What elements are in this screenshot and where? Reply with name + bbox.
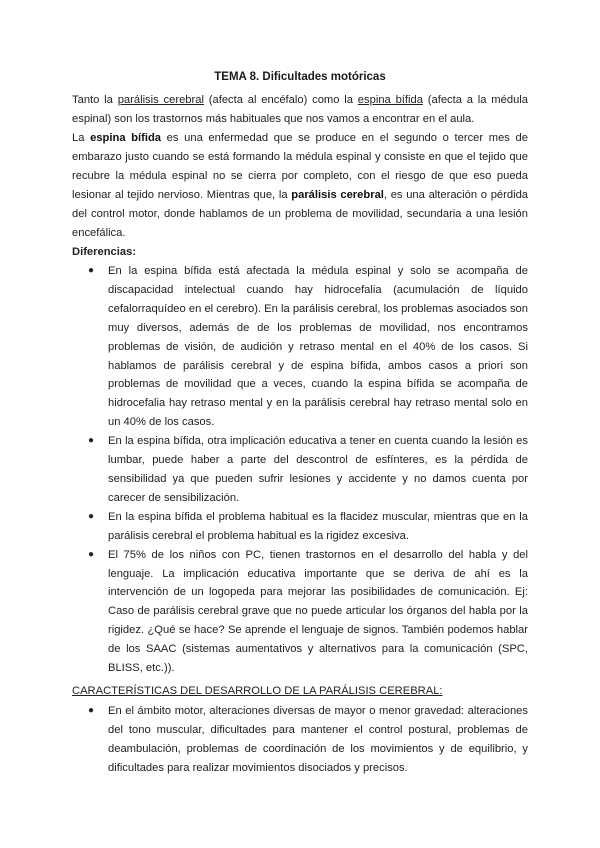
intro-link-espina: espina bífida [357, 94, 423, 106]
differences-item [72, 262, 528, 432]
differences-item-text: En la espina bífida el problema habitual es la flacidez muscular, mientras que en la parálisis cerebral el problema habitual es la rigidez excesiva. [108, 510, 528, 542]
intro-link-paralisis: parálisis cerebral [117, 94, 204, 106]
differences-heading: Diferencias: [72, 246, 137, 258]
definition-paragraph [72, 129, 528, 242]
definition-text-2: es una enfermedad que se produce en el segundo o tercer mes de embarazo justo cuando se está formando la médula espinal y consiste en que el tejido que recubre la médula espinal no se cierra por completo, con el riesgo de que eso pueda lesionar al tejido nervioso. Mientras que, la [72, 132, 528, 201]
differences-item [72, 508, 528, 546]
intro-text-2: (afecta al encéfalo) como la [203, 94, 358, 106]
bullet-icon: ● [88, 265, 95, 276]
definition-text-3: , es una alteración o pérdida del control motor, donde hablamos de un problema de movilidad, secundaria a una lesión encefálica. [72, 188, 529, 239]
differences-list [72, 262, 528, 678]
differences-item [72, 432, 528, 508]
bullet-icon: ● [88, 510, 95, 522]
intro-text-3: (afecta a la médula espinal) son los trastornos más habituales que nos vamos a encontrar en el aula. [72, 94, 528, 125]
characteristics-item [72, 702, 528, 778]
definition-bold-espina: espina bífida [90, 132, 162, 144]
bullet-icon: ● [88, 548, 95, 560]
definition-text-1: La [72, 132, 91, 144]
characteristics-list [72, 702, 528, 778]
differences-item [72, 546, 528, 678]
bullet-icon: ● [88, 705, 95, 716]
differences-item-text: En la espina bífida está afectada la médula espinal y solo se acompaña de discapacidad intelectual cuando hay hidrocefalia (acumulación de líquido cefalorraquídeo en el cerebro). En la parálisis cerebral, los problemas asociados son muy diversos, además de de los problemas de movilidad, nos encontramos problemas de visión, de audición y retraso mental en el 40% de los casos. Si hablamos de parálisis cerebral y de espina bífida, ambos casos a priori son problemas de movilidad que a veces, cuando la espina bífida se acompaña de hidrocefalia hay retraso mental y en la parálisis cerebral hay retraso mental solo en un 40% de los casos. [108, 265, 528, 429]
intro-paragraph [72, 91, 528, 129]
characteristics-heading: CARACTERÍSTICAS DEL DESARROLLO DE LA PARÁLISIS CEREBRAL: [72, 685, 443, 697]
page-title: TEMA 8. Dificultades motóricas [214, 71, 386, 83]
bullet-icon: ● [88, 435, 95, 447]
characteristics-item-text: En el ámbito motor, alteraciones diversas de mayor o menor gravedad: alteraciones del tono muscular, dificultades para mantener el control postural, problemas de deambulación, problemas de coordinación de los movimientos y de equilibrio, y dificultades para realizar movimientos disociados y precisos. [108, 705, 528, 774]
differences-item-text: En la espina bífida, otra implicación educativa a tener en cuenta cuando la lesión es lumbar, puede haber a parte del descontrol de esfínteres, es la pérdida de sensibilidad ya que pueden sufrir lesiones y accidente y no damos cuenta por carecer de sensibilización. [108, 435, 528, 504]
definition-bold-paralisis: parálisis cerebral [291, 188, 384, 201]
intro-text-1: Tanto la [72, 94, 118, 106]
differences-item-text: El 75% de los niños con PC, tienen trastornos en el desarrollo del habla y del lenguaje. La implicación educativa importante que se deriva de ahí es la intervención de un logopeda para mejorar las posibilidades de comunicación. Ej: Caso de parálisis cerebral grave que no puede articular los órganos del habla por la rigidez. ¿Qué se hace? Se aprende el lenguaje de signos. También podemos hablar de los SAAC (sistemas aumentativos y alternativos para la comunicación (SPC, BLISS, etc.)). [108, 548, 528, 675]
